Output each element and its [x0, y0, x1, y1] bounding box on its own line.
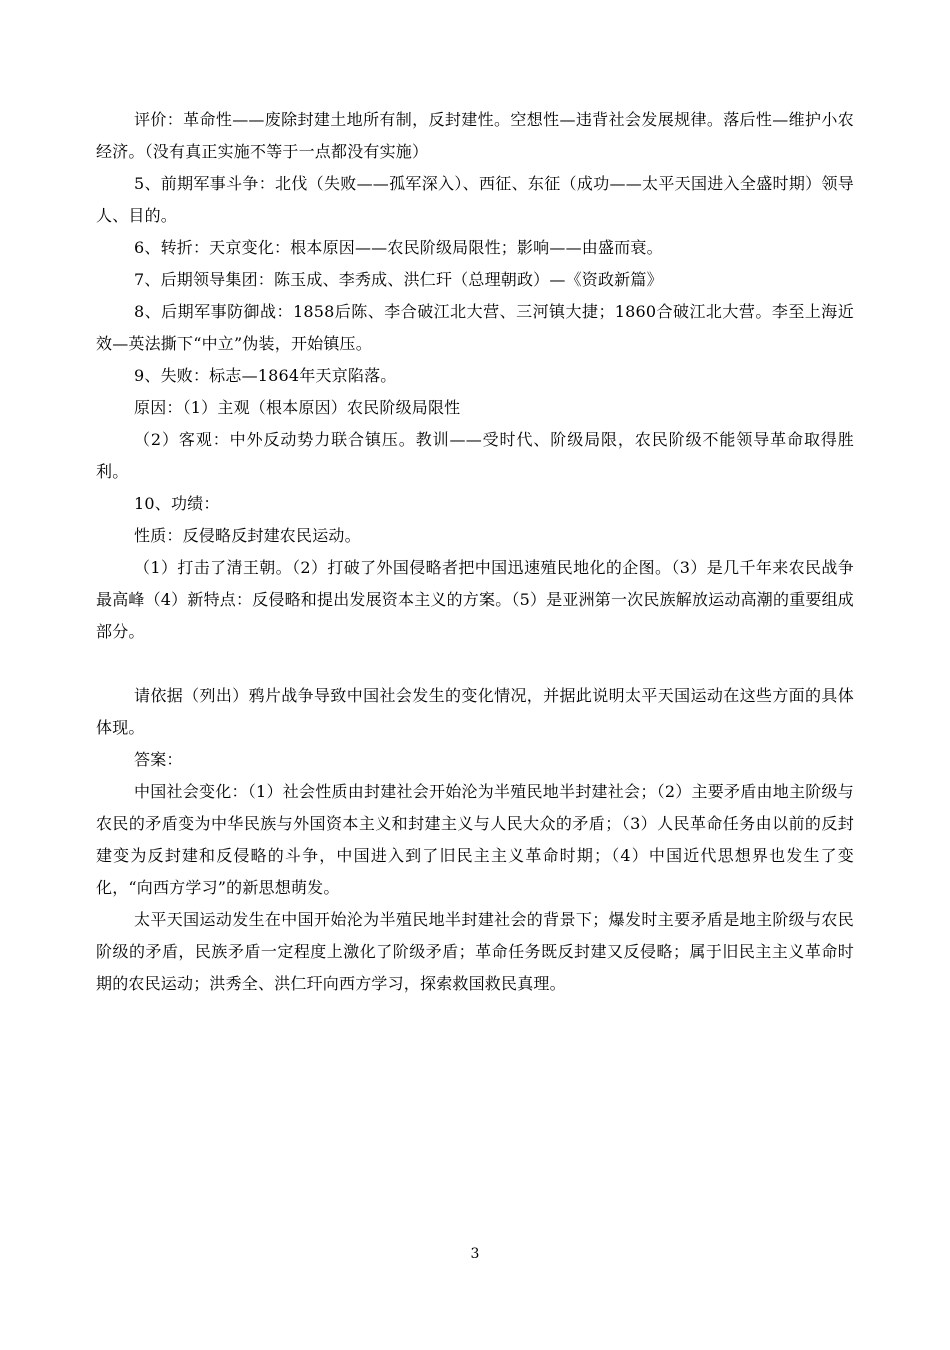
late-defense-paragraph: 8、后期军事防御战：1858后陈、李合破江北大营、三河镇大捷；1860合破江北大营。李至上海近效—英法撕下“中立”伪装，开始镇压。 — [96, 302, 854, 353]
cause-subjective-paragraph: 原因：（1）主观（根本原因）农民阶级局限性 — [134, 398, 461, 417]
turning-point-paragraph: 6、转折：天京变化：根本原因——农民阶级局限性；影响——由盛而衰。 — [134, 238, 663, 257]
achievements-list-paragraph: （1）打击了清王朝。（2）打破了外国侵略者把中国迅速殖民地化的企图。（3）是几千年来农民战争最高峰（4）新特点：反侵略和提出发展资本主义的方案。（5）是亚洲第一次民族解放运动高潮的重要组成部分。 — [96, 558, 854, 641]
page-number: 3 — [470, 1246, 480, 1262]
achievements-heading: 10、功绩： — [134, 494, 220, 513]
evaluation-paragraph: 评价：革命性——废除封建土地所有制，反封建性。空想性—违背社会发展规律。落后性—维护小农经济。（没有真正实施不等于一点都没有实施） — [96, 110, 854, 161]
question-paragraph: 请依据（列出）鸦片战争导致中国社会发生的变化情况，并据此说明太平天国运动在这些方面的具体体现。 — [96, 686, 854, 737]
blank-line — [96, 648, 854, 680]
document-body — [96, 104, 854, 1000]
cause-objective-paragraph: （2）客观：中外反动势力联合镇压。教训——受时代、阶级局限，农民阶级不能领导革命取得胜利。 — [96, 430, 854, 481]
failure-paragraph: 9、失败：标志—1864年天京陷落。 — [134, 366, 397, 385]
answer-label: 答案： — [134, 750, 183, 769]
early-military-paragraph: 5、前期军事斗争：北伐（失败——孤军深入）、西征、东征（成功——太平天国进入全盛时期）领导人、目的。 — [96, 174, 854, 225]
late-leadership-paragraph: 7、后期领导集团：陈玉成、李秀成、洪仁玕（总理朝政）—《资政新篇》 — [134, 270, 663, 289]
answer-taiping-paragraph: 太平天国运动发生在中国开始沦为半殖民地半封建社会的背景下；爆发时主要矛盾是地主阶级与农民阶级的矛盾，民族矛盾一定程度上激化了阶级矛盾；革命任务既反封建又反侵略；属于旧民主主义革命时期的农民运动；洪秀全、洪仁玕向西方学习，探索救国救民真理。 — [96, 910, 854, 993]
nature-paragraph: 性质：反侵略反封建农民运动。 — [134, 526, 361, 545]
answer-social-change-paragraph: 中国社会变化：（1）社会性质由封建社会开始沦为半殖民地半封建社会；（2）主要矛盾由地主阶级与农民的矛盾变为中华民族与外国资本主义和封建主义与人民大众的矛盾；（3）人民革命任务由以前的反封建变为反封建和反侵略的斗争，中国进入到了旧民主主义革命时期；（4）中国近代思想界也发生了变化，“向西方学习”的新思想萌发。 — [96, 782, 854, 897]
